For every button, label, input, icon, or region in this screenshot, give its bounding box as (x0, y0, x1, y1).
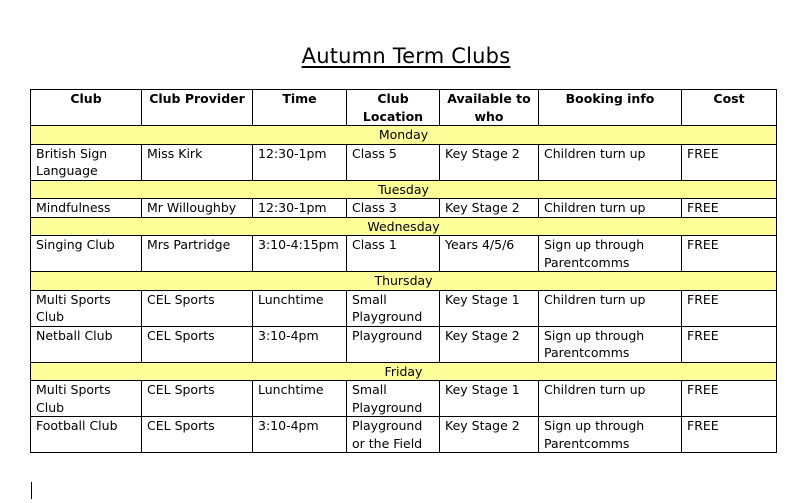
cell-time: 12:30-1pm (253, 199, 347, 218)
clubs-table (30, 89, 777, 453)
cell-booking: Children turn up (539, 199, 682, 218)
cell-location: Playground (347, 326, 440, 362)
cell-location: Class 1 (347, 236, 440, 272)
cell-location: Class 3 (347, 199, 440, 218)
cell-booking: Sign up through Parentcomms (539, 236, 682, 272)
cell-available: Key Stage 1 (440, 290, 539, 326)
cell-club: Multi Sports Club (31, 290, 142, 326)
header-club-provider: Club Provider (142, 90, 253, 126)
day-row-tuesday (31, 180, 777, 199)
cell-available: Years 4/5/6 (440, 236, 539, 272)
cell-time: Lunchtime (253, 381, 347, 417)
cell-time: 12:30-1pm (253, 144, 347, 180)
header-cost: Cost (682, 90, 777, 126)
table-row (31, 381, 777, 417)
document-title: Autumn Term Clubs (301, 44, 511, 68)
cell-cost: FREE (682, 381, 777, 417)
cell-booking: Children turn up (539, 381, 682, 417)
cell-location: Small Playground (347, 381, 440, 417)
header-available-to: Available to who (440, 90, 539, 126)
cell-available: Key Stage 2 (440, 199, 539, 218)
cell-club: Netball Club (31, 326, 142, 362)
day-label: Wednesday (31, 217, 777, 236)
cell-available: Key Stage 2 (440, 326, 539, 362)
table-row (31, 417, 777, 453)
cell-cost: FREE (682, 326, 777, 362)
day-label: Monday (31, 126, 777, 145)
day-row-monday (31, 126, 777, 145)
table-row (31, 236, 777, 272)
header-time: Time (253, 90, 347, 126)
table-row (31, 199, 777, 218)
header-booking-info: Booking info (539, 90, 682, 126)
cell-cost: FREE (682, 417, 777, 453)
cell-club: Football Club (31, 417, 142, 453)
header-club: Club (31, 90, 142, 126)
cell-location: Small Playground (347, 290, 440, 326)
cell-provider: CEL Sports (142, 326, 253, 362)
cell-time: Lunchtime (253, 290, 347, 326)
day-row-wednesday (31, 217, 777, 236)
cell-provider: CEL Sports (142, 417, 253, 453)
day-label: Tuesday (31, 180, 777, 199)
table-row (31, 290, 777, 326)
cell-provider: CEL Sports (142, 290, 253, 326)
day-row-thursday (31, 272, 777, 291)
header-row (31, 90, 777, 126)
cell-booking: Children turn up (539, 144, 682, 180)
cell-time: 3:10-4pm (253, 326, 347, 362)
cell-provider: Mrs Partridge (142, 236, 253, 272)
table-row (31, 326, 777, 362)
cell-club: Singing Club (31, 236, 142, 272)
cell-club: British Sign Language (31, 144, 142, 180)
cell-location: Playground or the Field (347, 417, 440, 453)
cell-cost: FREE (682, 144, 777, 180)
cell-provider: Miss Kirk (142, 144, 253, 180)
cell-club: Mindfulness (31, 199, 142, 218)
table-row (31, 144, 777, 180)
cell-cost: FREE (682, 199, 777, 218)
cell-time: 3:10-4pm (253, 417, 347, 453)
cell-time: 3:10-4:15pm (253, 236, 347, 272)
cell-available: Key Stage 1 (440, 381, 539, 417)
cell-location: Class 5 (347, 144, 440, 180)
day-label: Friday (31, 362, 777, 381)
cell-available: Key Stage 2 (440, 144, 539, 180)
cell-provider: Mr Willoughby (142, 199, 253, 218)
cell-club: Multi Sports Club (31, 381, 142, 417)
cell-available: Key Stage 2 (440, 417, 539, 453)
cell-provider: CEL Sports (142, 381, 253, 417)
cell-booking: Sign up through Parentcomms (539, 417, 682, 453)
cell-cost: FREE (682, 236, 777, 272)
cell-cost: FREE (682, 290, 777, 326)
cell-booking: Sign up through Parentcomms (539, 326, 682, 362)
day-label: Thursday (31, 272, 777, 291)
day-row-friday (31, 362, 777, 381)
cell-booking: Children turn up (539, 290, 682, 326)
text-cursor (31, 482, 32, 499)
header-club-location: Club Location (347, 90, 440, 126)
